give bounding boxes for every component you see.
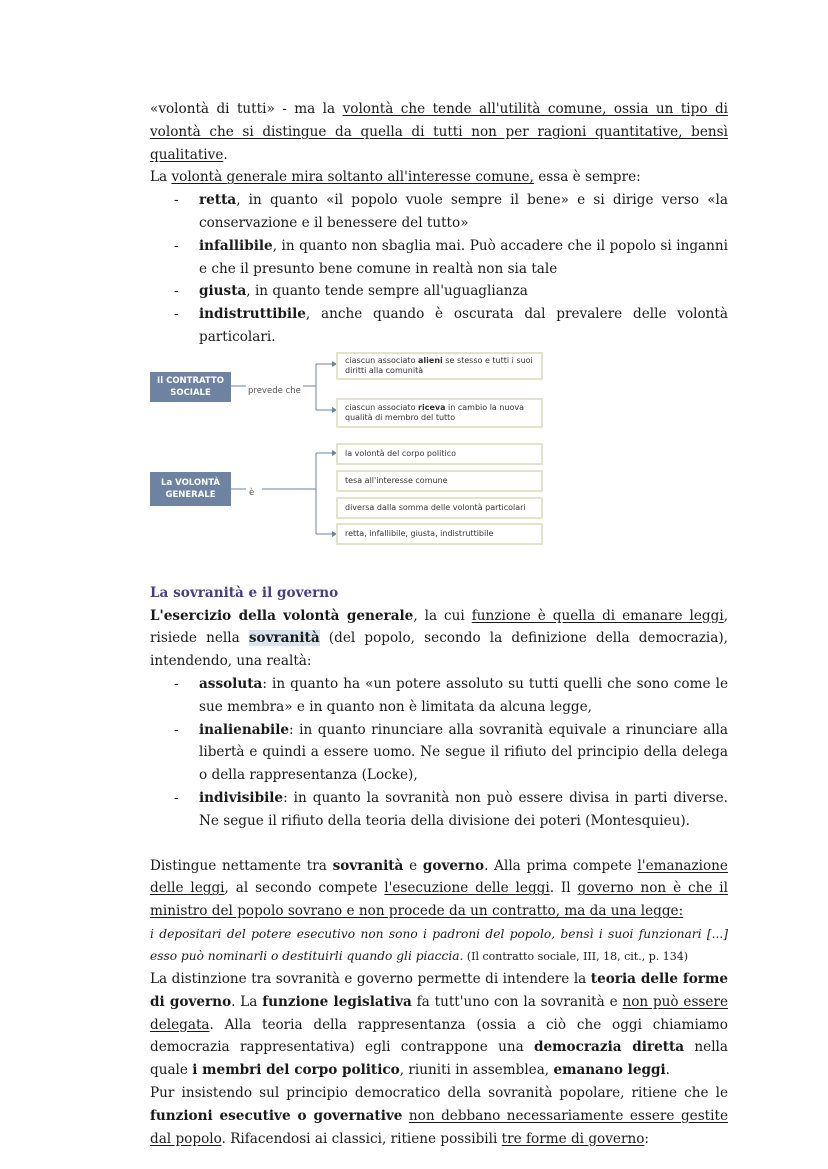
text: , risiede nella xyxy=(150,607,729,647)
term: sovranità xyxy=(332,857,404,874)
term: emanano leggi xyxy=(553,1062,666,1079)
term: inalienabile xyxy=(199,721,290,738)
text: (del popolo, secondo la definizione della democrazia), intendendo, una realtà: xyxy=(150,630,728,670)
outcome-box: tesa all'interesse comune xyxy=(336,470,543,492)
list-item xyxy=(150,189,728,235)
term: teoria delle forme di governo xyxy=(150,970,728,1010)
term: indistruttibile xyxy=(199,306,306,323)
term: infallibile xyxy=(199,237,273,254)
text: . La xyxy=(231,993,263,1010)
underlined-text: governo non è che il ministro del popolo sovrano e non procede da un contratto, ma da una legge: xyxy=(150,880,729,920)
text: Pur insistendo sul principio democratico della sovranità popolare, ritiene che le xyxy=(150,1084,728,1101)
connector-label: prevede che xyxy=(246,380,303,403)
outcome-box: la volontà del corpo politico xyxy=(336,443,543,465)
term: indivisibile xyxy=(199,789,284,806)
outcome-box: ciascun associato riceva in cambio la nuova qualità di membro del tutto xyxy=(336,398,543,428)
text: . Il xyxy=(549,880,578,897)
text: e xyxy=(403,857,423,874)
list-item xyxy=(150,673,728,719)
term: funzione legislativa xyxy=(262,993,412,1010)
term: funzioni esecutive o governative xyxy=(150,1107,403,1124)
connector-label: è xyxy=(247,482,256,505)
concept-box-volonta: La VOLONTÀ GENERALE xyxy=(150,472,231,506)
paragraph-funzioni-esecutive xyxy=(150,1082,728,1150)
list-item xyxy=(150,303,728,349)
text: essa è sempre: xyxy=(533,169,641,186)
term: giusta xyxy=(199,283,247,300)
list-item xyxy=(150,787,728,833)
list-item xyxy=(150,280,728,303)
paragraph-volonta-generale xyxy=(150,166,728,189)
text: . xyxy=(665,1062,670,1079)
list-item xyxy=(150,235,728,281)
text: «volontà di tutti» - ma la xyxy=(150,101,343,117)
text: : in quanto ha «un potere assoluto su tutti quelli che sono come le sue membra» e in quanto non è limitata da alcuna legge, xyxy=(199,675,728,715)
underlined-text: l'emanazione delle leggi xyxy=(150,857,728,897)
text: , anche quando è oscurata dal prevalere delle volontà particolari. xyxy=(199,306,728,345)
text: , in quanto «il popolo vuole sempre il bene» e si dirige verso «la conservazione e il benessere del tutto» xyxy=(199,192,728,231)
text: La xyxy=(150,169,172,186)
paragraph-distingue xyxy=(150,855,728,923)
quotation xyxy=(150,923,728,968)
document-page xyxy=(150,98,728,1150)
paragraph-distinzione xyxy=(150,968,728,1082)
term: retta xyxy=(199,192,237,209)
text: . Alla teoria della rappresentanza (ossia a ciò che oggi chiamiamo democrazia rappresentativa) egli contrappone una xyxy=(150,1016,728,1056)
list-item xyxy=(150,719,728,787)
term: assoluta xyxy=(199,675,263,692)
text: nella quale xyxy=(150,1039,729,1079)
quote-text: i depositari del potere esecutivo non sono i padroni del popolo, bensì i suoi funzionari [...] esso può nominarli o destituirli quando gli piaccia. xyxy=(150,926,728,963)
text: , in quanto non sbaglia mai. Può accadere che il popolo si inganni e che il presunto bene comune in realtà non sia tale xyxy=(199,237,728,277)
underlined-text: l'esecuzione delle leggi xyxy=(384,880,550,897)
text: , al secondo compete xyxy=(224,880,385,897)
highlighted-term: sovranità xyxy=(248,630,320,647)
text: , la cui xyxy=(413,607,472,624)
text: : xyxy=(644,1130,649,1147)
spacer xyxy=(150,833,728,855)
underlined-text: non può essere delegata xyxy=(150,993,728,1033)
outcome-box: ciascun associato alieni se stesso e tutti i suoi diritti alla comunità xyxy=(336,352,543,380)
term: democrazia diretta xyxy=(534,1039,685,1056)
text: : in quanto rinunciare alla sovranità equivale a rinunciare alla libertà e quindi a essere uomo. Ne segue il rifiuto del principio della delega o della rappresentanza (Locke), xyxy=(199,721,728,784)
text: . Alla prima compete xyxy=(484,857,638,874)
underlined-text: volontà generale mira soltanto all'interesse comune, xyxy=(171,169,534,186)
list-sovranita xyxy=(150,673,728,833)
underlined-text: non debbano necessariamente essere gestite dal popolo xyxy=(150,1107,728,1147)
text: fa tutt'uno con la sovranità e xyxy=(411,993,623,1010)
underlined-text: funzione è quella di emanare leggi xyxy=(471,607,724,624)
text: , riuniti in assemblea, xyxy=(399,1062,554,1079)
text: Distingue nettamente tra xyxy=(150,857,333,874)
concept-map xyxy=(150,352,728,558)
text: La distinzione tra sovranità e governo permette di intendere la xyxy=(150,970,591,987)
paragraph-volonta-tutti xyxy=(150,98,728,166)
section-title: La sovranità e il governo xyxy=(150,584,339,601)
term: i membri del corpo politico xyxy=(192,1062,400,1079)
text: . xyxy=(223,146,228,163)
underlined-text: volontà che tende all'utilità comune, ossia un tipo di volontà che si distingue da quella di tutti non per ragioni quantitative, bensì qualitative xyxy=(150,101,729,163)
term: L'esercizio della volontà generale xyxy=(150,607,414,624)
outcome-box: retta, infallibile, giusta, indistruttibile xyxy=(336,523,543,545)
text: : in quanto la sovranità non può essere divisa in parti diverse. Ne segue il rifiuto della teoria della divisione dei poteri (Montesquieu). xyxy=(199,789,728,829)
list-volonta-generale xyxy=(150,189,728,349)
citation: (Il contratto sociale, III, 18, cit., p. 134) xyxy=(463,949,689,963)
underlined-text: tre forme di governo xyxy=(501,1130,645,1147)
text: , in quanto tende sempre all'uguaglianza xyxy=(246,283,528,300)
term: governo xyxy=(422,857,485,874)
outcome-box: diversa dalla somma delle volontà particolari xyxy=(336,497,543,519)
paragraph-esercizio xyxy=(150,605,728,673)
text: . Rifacendosi ai classici, ritiene possibili xyxy=(221,1130,502,1147)
concept-box-contratto: Il CONTRATTO SOCIALE xyxy=(150,372,231,402)
